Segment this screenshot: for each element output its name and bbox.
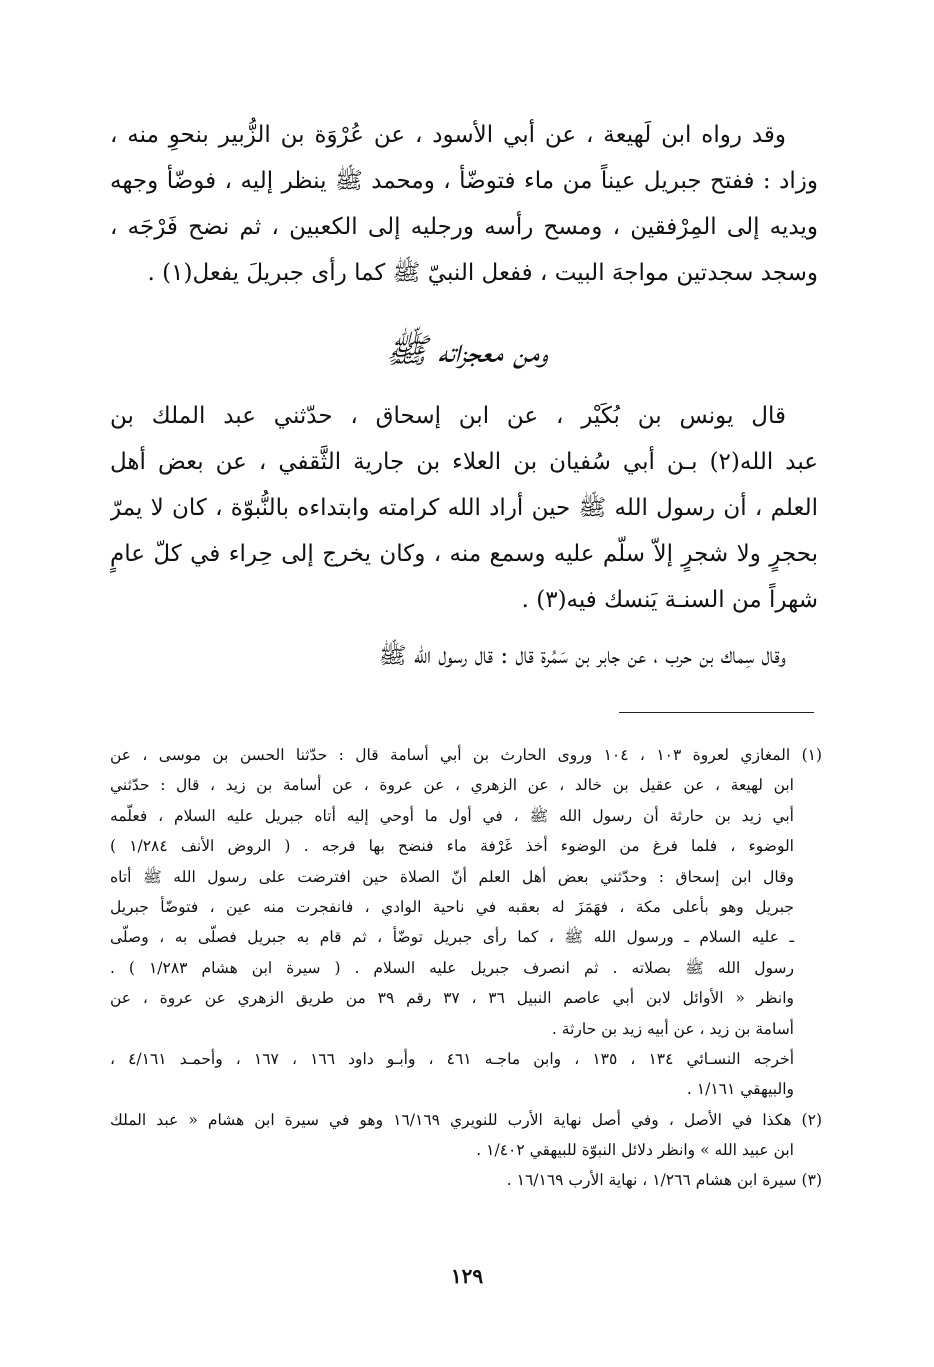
text-line: وقد رواه ابن لَهيعة ، عن أبي الأسود ، عن عُرْوَة بن الزُّبير بنحوِ منه ، [110, 122, 786, 148]
text-line: شهراً من السنـة يَنسك فيه(٣) . [521, 587, 818, 613]
footnote-line: ابن عبيد الله » وانظر دلائل النبوّة للبيهقي ١/٤٠٢ . [476, 1141, 794, 1160]
footnote-line: الوضوء ، فلما فرغ من الوضوء أخذ غَرْفة ماء فنضح بها فرجه . ( الروض الأنف ١/٢٨٤ ) [110, 837, 794, 856]
footnote-1 [110, 740, 822, 1105]
text-line: وسجد سجدتين مواجهَ البيت ، ففعل النبيّ ﷺ كما رأى جبريلَ يفعل(١) . [147, 260, 818, 286]
footnote-line: (١) المغازي لعروة ١٠٣ ، ١٠٤ وروى الحارث بن أبي أسامة قال : حدّثنا الحسن بن موسى ، عن [110, 746, 822, 764]
paragraph-wudu [110, 112, 818, 296]
footnote-line: (٣) سيرة ابن هشام ١/٢٦٦ ، نهاية الأرب ١٦/١٦٩ . [506, 1171, 822, 1190]
footnotes [110, 740, 822, 1196]
footnote-line: وقال ابن إسحاق : وحدّثني بعض أهل العلم أنّ الصلاة حين افترضت على رسول الله ﷺ أتاه [110, 867, 794, 886]
section-heading-wrap [0, 330, 934, 379]
text-line: العلم ، أن رسول الله ﷺ حين أراد الله كرامته وابتداءه بالنُّبوّة ، كان لا يمرّ [110, 495, 818, 521]
section-heading: ومن معجزاته ﷺ [386, 331, 548, 371]
footnote-line: ـ عليه السلام ـ ورسول الله ﷺ ، كما رأى جبريل توضّأ ، ثم قام به جبريل فصلّى به ، وصلّى [110, 928, 794, 947]
text-line: ويديه إلى المِرْفقين ، ومسح رأسه ورجليه إلى الكعبين ، ثم نضح فَرْجَه ، [110, 214, 818, 240]
paragraph-miracles [110, 393, 818, 623]
text-line: بحجرٍ ولا شجرٍ إلاّ سلّم عليه وسمع منه ، وكان يخرج إلى حِراء في كلّ عامٍ [110, 541, 818, 567]
footnote-line: أبي زيد بن حارثة أن رسول الله ﷺ ، في أول ما أوحي إليه أتاه جبريل عليه السلام ، فعلّمه [110, 806, 794, 825]
footnote-line: رسول الله ﷺ بصلاته . ثم انصرف جبريل عليه السلام . ( سيرة ابن هشام ١/٢٨٣ ) . [110, 958, 795, 977]
text-line: وزاد : ففتح جبريل عيناً من ماء فتوضّأ ، ومحمد ﷺ ينظر إليه ، فوضّأ وجهه [110, 168, 818, 194]
text-line: وقال سِماك بن حرب ، عن جابر بن سَمُرة قال : قال رسول الله ﷺ [378, 643, 786, 669]
paragraph-simak [110, 633, 818, 679]
footnote-line: أسامة بن زيد ، عن أبيه زيد بن حارثة . [551, 1019, 794, 1038]
page-number: ١٢٩ [450, 1264, 484, 1288]
footnote-2 [110, 1105, 822, 1166]
text-line: قال يونس بن بُكَيْر ، عن ابن إسحاق ، حدّثني عبد الملك بن [110, 403, 786, 429]
footnote-line: أخرجه النسـائي ١٣٤ ، ١٣٥ ، وابن ماجـه ٤٦١ ، وأبـو داود ١٦٦ ، ١٦٧ ، وأحمـد ٤/١٦١ ، [110, 1049, 794, 1068]
footnote-line: والبيهقي ١/١٦١ . [686, 1080, 794, 1099]
footnote-divider [619, 712, 814, 713]
footnote-line: جبريل وهو بأعلى مكة ، فهَمَزَ له بعقبه في ناحية الوادي ، فانفجرت منه عين ، فتوضّأ جبريل [110, 897, 794, 916]
footnote-3 [110, 1165, 822, 1195]
text-line: عبد الله(٢) بـن أبي سُفيان بن العلاء بن جارية الثَّقفي ، عن بعض أهل [110, 449, 818, 475]
footnote-line: ابن لهيعة ، عن عقيل بن خالد ، عن الزهري ، عن عروة ، عن أسامة بن زيد ، قال : حدّثني [110, 776, 794, 795]
footnote-line: وانظر « الأوائل لابن أبي عاصم النبيل ٣٦ ، ٣٧ رقم ٣٩ من طريق الزهري عن عروة ، عن [110, 989, 794, 1008]
footnote-line: (٢) هكذا في الأصل ، وفي أصل نهاية الأرب للنويري ١٦/١٦٩ وهو في سيرة ابن هشام « عبد الملك [110, 1110, 822, 1129]
